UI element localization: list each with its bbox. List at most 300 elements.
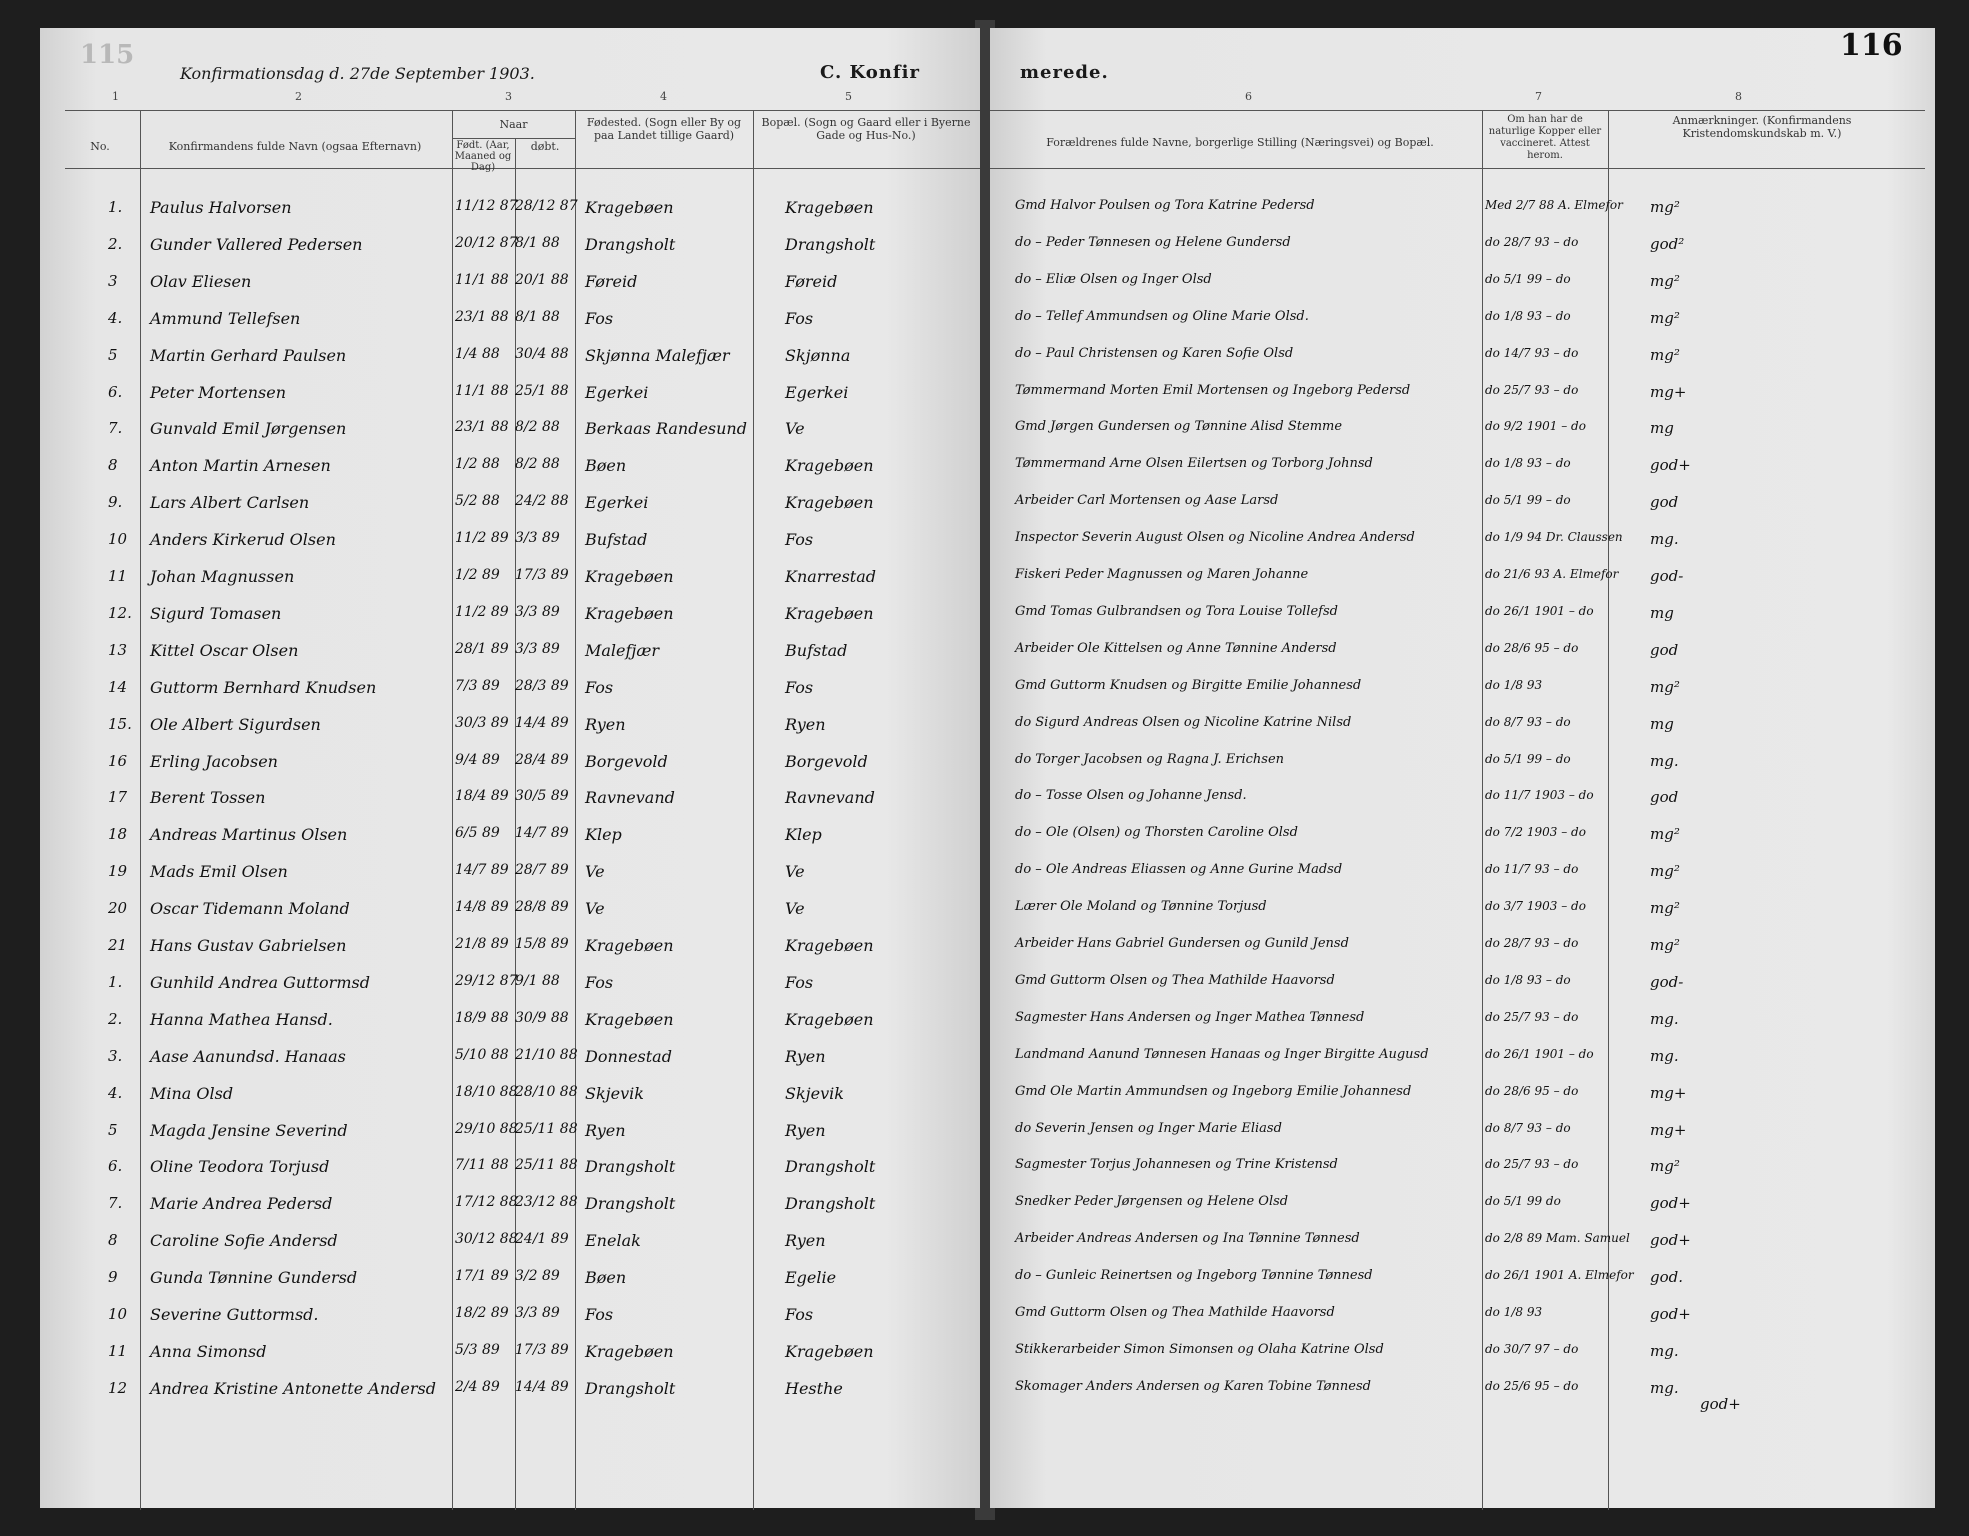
birth-date: 30/3 89 (455, 714, 509, 731)
parents-names: Arbeider Hans Gabriel Gundersen og Gunild Jensd (1015, 936, 1349, 951)
register-row (0, 1268, 1969, 1304)
birthplace: Ravnevand (585, 788, 675, 808)
trailing-remark: god+ (1700, 1394, 1741, 1413)
remark: mg² (1650, 198, 1680, 216)
confirmand-name: Peter Mortensen (150, 382, 286, 402)
remark: mg² (1650, 862, 1680, 881)
entry-number: 5 (108, 345, 118, 364)
baptism-date: 15/8 89 (515, 936, 569, 952)
entry-number: 7. (108, 1194, 123, 1213)
confirmand-name: Gunvald Emil Jørgensen (150, 419, 347, 439)
confirmand-name: Ole Albert Sigurdsen (150, 714, 321, 734)
residence: Kragebøen (785, 936, 874, 955)
vaccination-attest: do 8/7 93 – do (1485, 714, 1571, 729)
entry-number: 12. (108, 603, 132, 622)
birth-date: 28/1 89 (455, 640, 509, 657)
remark: mg. (1650, 1009, 1679, 1028)
birthplace: Skjønna Malefjær (585, 345, 730, 365)
birth-date: 17/12 88 (455, 1194, 518, 1211)
residence: Ve (785, 899, 805, 919)
confirmand-name: Guttorm Bernhard Knudsen (150, 677, 377, 697)
remark: mg² (1650, 345, 1680, 364)
baptism-date: 28/3 89 (515, 677, 569, 694)
birth-date: 9/4 89 (455, 751, 500, 768)
remark: mg. (1650, 530, 1679, 549)
column-header-no: No. (90, 140, 110, 153)
entry-number: 3. (108, 1046, 123, 1065)
column-header-baptized: døbt. (530, 140, 560, 153)
parents-names: Skomager Anders Andersen og Karen Tobine Tønnesd (1015, 1378, 1371, 1394)
residence: Knarrestad (785, 567, 876, 586)
parents-names: Gmd Guttorm Olsen og Thea Mathilde Haavorsd (1015, 1305, 1335, 1320)
birth-date: 5/2 88 (455, 493, 500, 510)
confirmand-name: Andreas Martinus Olsen (150, 825, 348, 845)
register-row (0, 1010, 1969, 1046)
birth-date: 5/10 88 (455, 1046, 509, 1063)
confirmand-name: Gunder Vallered Pedersen (150, 234, 363, 254)
birth-date: 14/8 89 (455, 899, 509, 916)
entry-number: 6. (108, 1157, 123, 1176)
vaccination-attest: do 25/6 95 – do (1485, 1378, 1579, 1393)
baptism-date: 28/10 88 (515, 1083, 578, 1100)
remark: god+ (1650, 1231, 1691, 1250)
entry-number: 7. (108, 419, 123, 438)
column-header-born: Født. (Aar, Maaned og Dag) (454, 140, 512, 173)
residence: Kragebøen (785, 198, 874, 217)
entry-number: 4. (108, 308, 123, 327)
vaccination-attest: do 11/7 1903 – do (1485, 788, 1594, 803)
baptism-date: 28/12 87 (515, 198, 578, 214)
baptism-date: 3/2 89 (515, 1268, 560, 1285)
register-row (0, 715, 1969, 751)
birthplace: Malefjær (585, 640, 660, 660)
birth-date: 5/3 89 (455, 1341, 500, 1358)
vaccination-attest: do 28/7 93 – do (1485, 936, 1579, 950)
birthplace: Bufstad (585, 530, 648, 550)
birthplace: Ryen (585, 1120, 626, 1140)
entry-number: 14 (108, 677, 128, 696)
column-number: 4 (660, 90, 667, 103)
column-header-birthplace: Fødested. (Sogn eller By og paa Landet tillige Gaard) (586, 116, 742, 142)
confirmand-name: Oline Teodora Torjusd (150, 1157, 330, 1177)
column-number: 8 (1735, 90, 1742, 103)
register-row (0, 899, 1969, 935)
remark: god+ (1650, 456, 1691, 475)
vaccination-attest: do 1/8 93 (1485, 1305, 1543, 1319)
birthplace: Skjevik (585, 1083, 644, 1103)
parents-names: Gmd Guttorm Knudsen og Birgitte Emilie Johannesd (1015, 677, 1362, 693)
residence: Føreid (785, 271, 838, 291)
remark: mg+ (1650, 1120, 1687, 1139)
confirmand-name: Aase Aanundsd. Hanaas (150, 1046, 346, 1066)
parents-names: Lærer Ole Moland og Tønnine Torjusd (1015, 899, 1267, 915)
confirmand-name: Mads Emil Olsen (150, 862, 288, 882)
remark: mg² (1650, 271, 1680, 290)
remark: mg (1650, 419, 1674, 438)
entry-number: 4. (108, 1083, 123, 1102)
confirmand-name: Hans Gustav Gabrielsen (150, 936, 347, 955)
register-row (0, 272, 1969, 308)
column-number: 5 (845, 90, 852, 103)
birth-date: 21/8 89 (455, 936, 509, 952)
entry-number: 6. (108, 382, 123, 401)
vaccination-attest: do 28/7 93 – do (1485, 234, 1579, 249)
entry-number: 10 (108, 530, 128, 549)
vaccination-attest: do 5/1 99 – do (1485, 271, 1571, 286)
residence: Drangsholt (785, 234, 876, 254)
register-row (0, 862, 1969, 898)
confirmand-name: Gunda Tønnine Gundersd (150, 1268, 358, 1288)
parents-names: do – Paul Christensen og Karen Sofie Olsd (1015, 345, 1294, 361)
column-header-notes: Anmærkninger. (Konfirmandens Kristendomskundskab m. V.) (1672, 114, 1852, 140)
birth-date: 30/12 88 (455, 1231, 518, 1248)
baptism-date: 9/1 88 (515, 972, 560, 989)
birth-date: 7/11 88 (455, 1157, 509, 1174)
baptism-date: 21/10 88 (515, 1046, 578, 1063)
confirmand-name: Lars Albert Carlsen (150, 493, 310, 513)
header-rule-bottom (990, 168, 1925, 169)
register-row (0, 1121, 1969, 1157)
baptism-date: 3/3 89 (515, 1305, 560, 1321)
column-header-parents: Forældrenes fulde Navne, borgerlige Stilling (Næringsvei) og Bopæl. (1046, 136, 1434, 149)
column-number: 6 (1245, 90, 1252, 103)
parents-names: Gmd Guttorm Olsen og Thea Mathilde Haavorsd (1015, 972, 1335, 988)
residence: Drangsholt (785, 1194, 876, 1214)
register-row (0, 309, 1969, 345)
residence: Ryen (785, 1120, 826, 1140)
birth-date: 23/1 88 (455, 308, 509, 325)
entry-number: 1. (108, 198, 123, 216)
residence: Fos (785, 1305, 814, 1324)
confirmand-name: Paulus Halvorsen (150, 198, 292, 217)
baptism-date: 14/4 89 (515, 1378, 569, 1395)
birthplace: Kragebøen (585, 936, 674, 955)
register-title-right: merede. (1020, 62, 1109, 83)
entry-number: 8 (108, 1231, 118, 1250)
baptism-date: 14/7 89 (515, 825, 569, 842)
vaccination-attest: do 1/8 93 (1485, 677, 1543, 692)
confirmand-name: Oscar Tidemann Moland (150, 899, 350, 919)
confirmand-name: Anna Simonsd (150, 1341, 267, 1361)
register-row (0, 198, 1969, 234)
residence: Ve (785, 419, 805, 439)
register-row (0, 567, 1969, 603)
confirmand-name: Magda Jensine Severind (150, 1120, 348, 1140)
vaccination-attest: do 2/8 89 Mam. Samuel (1485, 1231, 1630, 1246)
baptism-date: 3/3 89 (515, 530, 560, 547)
residence: Ryen (785, 1046, 826, 1066)
birthplace: Egerkei (585, 493, 649, 513)
entry-number: 16 (108, 751, 128, 770)
confirmand-name: Mina Olsd (150, 1083, 234, 1103)
baptism-date: 25/11 88 (515, 1120, 578, 1137)
entry-number: 9. (108, 493, 123, 512)
parents-names: do Severin Jensen og Inger Marie Eliasd (1015, 1120, 1282, 1136)
baptism-date: 3/3 89 (515, 603, 560, 620)
remark: mg² (1650, 825, 1680, 844)
vaccination-attest: do 5/1 99 do (1485, 1194, 1561, 1209)
parents-names: do – Ole (Olsen) og Thorsten Caroline Olsd (1015, 825, 1298, 841)
birth-date: 1/2 89 (455, 567, 500, 583)
residence: Kragebøen (785, 1341, 874, 1361)
vaccination-attest: do 26/1 1901 A. Elmefor (1485, 1268, 1634, 1283)
baptism-date: 3/3 89 (515, 640, 560, 657)
residence: Egelie (785, 1268, 837, 1288)
entry-number: 2. (108, 234, 123, 253)
parents-names: Arbeider Carl Mortensen og Aase Larsd (1015, 493, 1279, 509)
parents-names: Tømmermand Arne Olsen Eilertsen og Torborg Johnsd (1015, 456, 1373, 472)
residence: Klep (785, 825, 822, 845)
register-row (0, 1084, 1969, 1120)
remark: mg. (1650, 1046, 1679, 1065)
residence: Bufstad (785, 640, 848, 660)
register-row (0, 752, 1969, 788)
entry-number: 11 (108, 1341, 128, 1360)
entry-number: 10 (108, 1305, 128, 1323)
birth-date: 23/1 88 (455, 419, 509, 436)
register-row (0, 604, 1969, 640)
faded-page-number: 115 (80, 40, 135, 70)
birth-date: 29/10 88 (455, 1120, 518, 1137)
confirmand-name: Johan Magnussen (150, 567, 295, 586)
naar-rule (452, 138, 575, 139)
register-row (0, 678, 1969, 714)
birth-date: 11/2 89 (455, 530, 509, 547)
confirmand-name: Hanna Mathea Hansd. (150, 1009, 333, 1029)
residence: Fos (785, 530, 814, 550)
vaccination-attest: do 7/2 1903 – do (1485, 825, 1586, 840)
parents-names: Gmd Jørgen Gundersen og Tønnine Alisd Stemme (1015, 419, 1343, 435)
register-row (0, 419, 1969, 455)
remark: god- (1650, 567, 1684, 585)
entry-number: 13 (108, 640, 128, 659)
parents-names: do – Ole Andreas Eliassen og Anne Gurine Madsd (1015, 862, 1343, 878)
birthplace: Bøen (585, 456, 627, 476)
register-row (0, 456, 1969, 492)
vaccination-attest: do 21/6 93 A. Elmefor (1485, 567, 1619, 581)
confirmand-name: Berent Tossen (150, 788, 266, 808)
register-row (0, 1305, 1969, 1341)
remark: mg² (1650, 936, 1680, 954)
remark: mg. (1650, 751, 1679, 770)
baptism-date: 24/2 88 (515, 493, 569, 510)
remark: mg² (1650, 1157, 1680, 1176)
parents-names: Fiskeri Peder Magnussen og Maren Johanne (1015, 567, 1309, 582)
remark: mg² (1650, 308, 1680, 327)
vaccination-attest: do 25/7 93 – do (1485, 382, 1579, 397)
birth-date: 17/1 89 (455, 1268, 509, 1285)
vaccination-attest: do 25/7 93 – do (1485, 1009, 1579, 1024)
birth-date: 18/2 89 (455, 1305, 509, 1321)
register-row (0, 1047, 1969, 1083)
baptism-date: 30/4 88 (515, 345, 569, 362)
birthplace: Fos (585, 972, 614, 992)
birth-date: 18/4 89 (455, 788, 509, 805)
birthplace: Drangsholt (585, 234, 676, 254)
vaccination-attest: do 28/6 95 – do (1485, 640, 1579, 655)
vaccination-attest: do 8/7 93 – do (1485, 1120, 1571, 1135)
baptism-date: 25/1 88 (515, 382, 569, 399)
birthplace: Føreid (585, 271, 638, 291)
column-header-name: Konfirmandens fulde Navn (ogsaa Efternavn) (168, 140, 422, 153)
residence: Kragebøen (785, 493, 874, 513)
entry-number: 3 (108, 271, 118, 290)
parents-names: Tømmermand Morten Emil Mortensen og Ingeborg Pedersd (1015, 382, 1411, 398)
residence: Fos (785, 677, 814, 697)
birth-date: 6/5 89 (455, 825, 500, 842)
baptism-date: 8/1 88 (515, 234, 560, 251)
vaccination-attest: do 5/1 99 – do (1485, 751, 1571, 766)
vaccination-attest: do 11/7 93 – do (1485, 862, 1579, 877)
remark: mg. (1650, 1341, 1679, 1360)
vaccination-attest: do 30/7 97 – do (1485, 1341, 1579, 1356)
remark: god+ (1650, 1305, 1691, 1323)
register-row (0, 641, 1969, 677)
entry-number: 9 (108, 1268, 118, 1287)
vaccination-attest: do 28/6 95 – do (1485, 1083, 1579, 1098)
vaccination-attest: do 1/9 94 Dr. Claussen (1485, 530, 1623, 545)
vaccination-attest: do 26/1 1901 – do (1485, 1046, 1594, 1061)
birth-date: 11/1 88 (455, 382, 509, 399)
confirmand-name: Marie Andrea Pedersd (150, 1194, 333, 1214)
residence: Egerkei (785, 382, 849, 402)
birthplace: Drangsholt (585, 1378, 676, 1398)
residence: Kragebøen (785, 1009, 874, 1029)
birth-date: 7/3 89 (455, 677, 500, 694)
birth-date: 18/10 88 (455, 1083, 518, 1100)
parents-names: Arbeider Andreas Andersen og Ina Tønnine Tønnesd (1015, 1231, 1360, 1247)
column-number: 1 (112, 90, 119, 103)
entry-number: 18 (108, 825, 128, 844)
birthplace: Klep (585, 825, 622, 845)
baptism-date: 17/3 89 (515, 1341, 569, 1358)
confirmand-name: Martin Gerhard Paulsen (150, 345, 347, 365)
column-header-residence: Bopæl. (Sogn og Gaard eller i Byerne Gade og Hus-No.) (761, 116, 971, 142)
vaccination-attest: Med 2/7 88 A. Elmefor (1485, 198, 1623, 212)
birthplace: Fos (585, 308, 614, 328)
entry-number: 11 (108, 567, 128, 585)
confirmand-name: Sigurd Tomasen (150, 603, 282, 623)
confirmand-name: Severine Guttormsd. (150, 1305, 319, 1324)
parents-names: Landmand Aanund Tønnesen Hanaas og Inger Birgitte Augusd (1015, 1046, 1429, 1062)
header-rule-bottom (65, 168, 980, 169)
birthplace: Fos (585, 677, 614, 697)
birthplace: Bøen (585, 1268, 627, 1288)
birthplace: Ryen (585, 714, 626, 734)
confirmand-name: Kittel Oscar Olsen (150, 640, 299, 660)
vaccination-attest: do 26/1 1901 – do (1485, 603, 1594, 618)
residence: Ryen (785, 714, 826, 734)
birth-date: 11/2 89 (455, 603, 509, 620)
residence: Drangsholt (785, 1157, 876, 1177)
entry-number: 19 (108, 862, 128, 881)
remark: mg (1650, 603, 1674, 622)
baptism-date: 17/3 89 (515, 567, 569, 583)
residence: Kragebøen (785, 603, 874, 623)
parents-names: do Torger Jacobsen og Ragna J. Erichsen (1015, 751, 1285, 767)
birth-date: 14/7 89 (455, 862, 509, 879)
residence: Skjevik (785, 1083, 844, 1103)
register-row (0, 1194, 1969, 1230)
vaccination-attest: do 14/7 93 – do (1485, 345, 1579, 360)
birthplace: Kragebøen (585, 1341, 674, 1361)
parents-names: Gmd Ole Martin Ammundsen og Ingeborg Emilie Johannesd (1015, 1083, 1412, 1099)
birthplace: Kragebøen (585, 603, 674, 623)
birthplace: Kragebøen (585, 567, 674, 586)
baptism-date: 14/4 89 (515, 714, 569, 731)
confirmand-name: Erling Jacobsen (150, 751, 278, 771)
baptism-date: 30/9 88 (515, 1009, 569, 1026)
residence: Hesthe (785, 1378, 843, 1398)
remark: god (1650, 788, 1679, 807)
baptism-date: 8/2 88 (515, 419, 560, 436)
parents-names: Gmd Halvor Poulsen og Tora Katrine Pedersd (1015, 198, 1315, 213)
remark: god (1650, 493, 1679, 512)
vaccination-attest: do 9/2 1901 – do (1485, 419, 1586, 434)
birthplace: Drangsholt (585, 1194, 676, 1214)
baptism-date: 28/7 89 (515, 862, 569, 879)
remark: mg. (1650, 1378, 1679, 1397)
entry-number: 5 (108, 1120, 118, 1139)
register-row (0, 346, 1969, 382)
residence: Borgevold (785, 751, 868, 771)
register-row (0, 788, 1969, 824)
birthplace: Enelak (585, 1231, 641, 1251)
remark: god (1650, 640, 1679, 659)
confirmation-date-header: Konfirmationsdag d. 27de September 1903. (180, 64, 535, 83)
parents-names: Snedker Peder Jørgensen og Helene Olsd (1015, 1194, 1289, 1210)
register-row (0, 825, 1969, 861)
entry-number: 15. (108, 714, 132, 733)
residence: Ryen (785, 1231, 826, 1251)
header-rule-top (990, 110, 1925, 111)
residence: Fos (785, 308, 814, 328)
register-row (0, 383, 1969, 419)
remark: mg+ (1650, 382, 1687, 401)
register-row (0, 973, 1969, 1009)
birth-date: 11/12 87 (455, 198, 518, 214)
column-number: 7 (1535, 90, 1542, 103)
register-row (0, 936, 1969, 972)
entry-number: 2. (108, 1009, 123, 1028)
remark: mg² (1650, 677, 1680, 696)
remark: god. (1650, 1268, 1684, 1287)
residence: Kragebøen (785, 456, 874, 476)
entry-number: 20 (108, 899, 128, 918)
column-number: 3 (505, 90, 512, 103)
entry-number: 21 (108, 936, 128, 954)
baptism-date: 20/1 88 (515, 271, 569, 288)
vaccination-attest: do 1/8 93 – do (1485, 308, 1571, 323)
birthplace: Ve (585, 862, 605, 882)
entry-number: 12 (108, 1378, 128, 1397)
register-row (0, 493, 1969, 529)
parents-names: do – Eliæ Olsen og Inger Olsd (1015, 271, 1212, 287)
birthplace: Fos (585, 1305, 614, 1324)
register-row (0, 1379, 1969, 1415)
vaccination-attest: do 1/8 93 – do (1485, 972, 1571, 987)
column-header-naar: Naar (499, 118, 528, 131)
confirmand-name: Andrea Kristine Antonette Andersd (150, 1378, 436, 1398)
baptism-date: 28/8 89 (515, 899, 569, 916)
parents-names: Sagmester Torjus Johannesen og Trine Kristensd (1015, 1157, 1338, 1173)
confirmand-name: Gunhild Andrea Guttormsd (150, 972, 370, 992)
vaccination-attest: do 5/1 99 – do (1485, 493, 1571, 508)
baptism-date: 24/1 89 (515, 1231, 569, 1248)
vaccination-attest: do 1/8 93 – do (1485, 456, 1571, 471)
parents-names: do – Gunleic Reinertsen og Ingeborg Tønnine Tønnesd (1015, 1268, 1373, 1284)
confirmand-name: Olav Eliesen (150, 271, 252, 291)
